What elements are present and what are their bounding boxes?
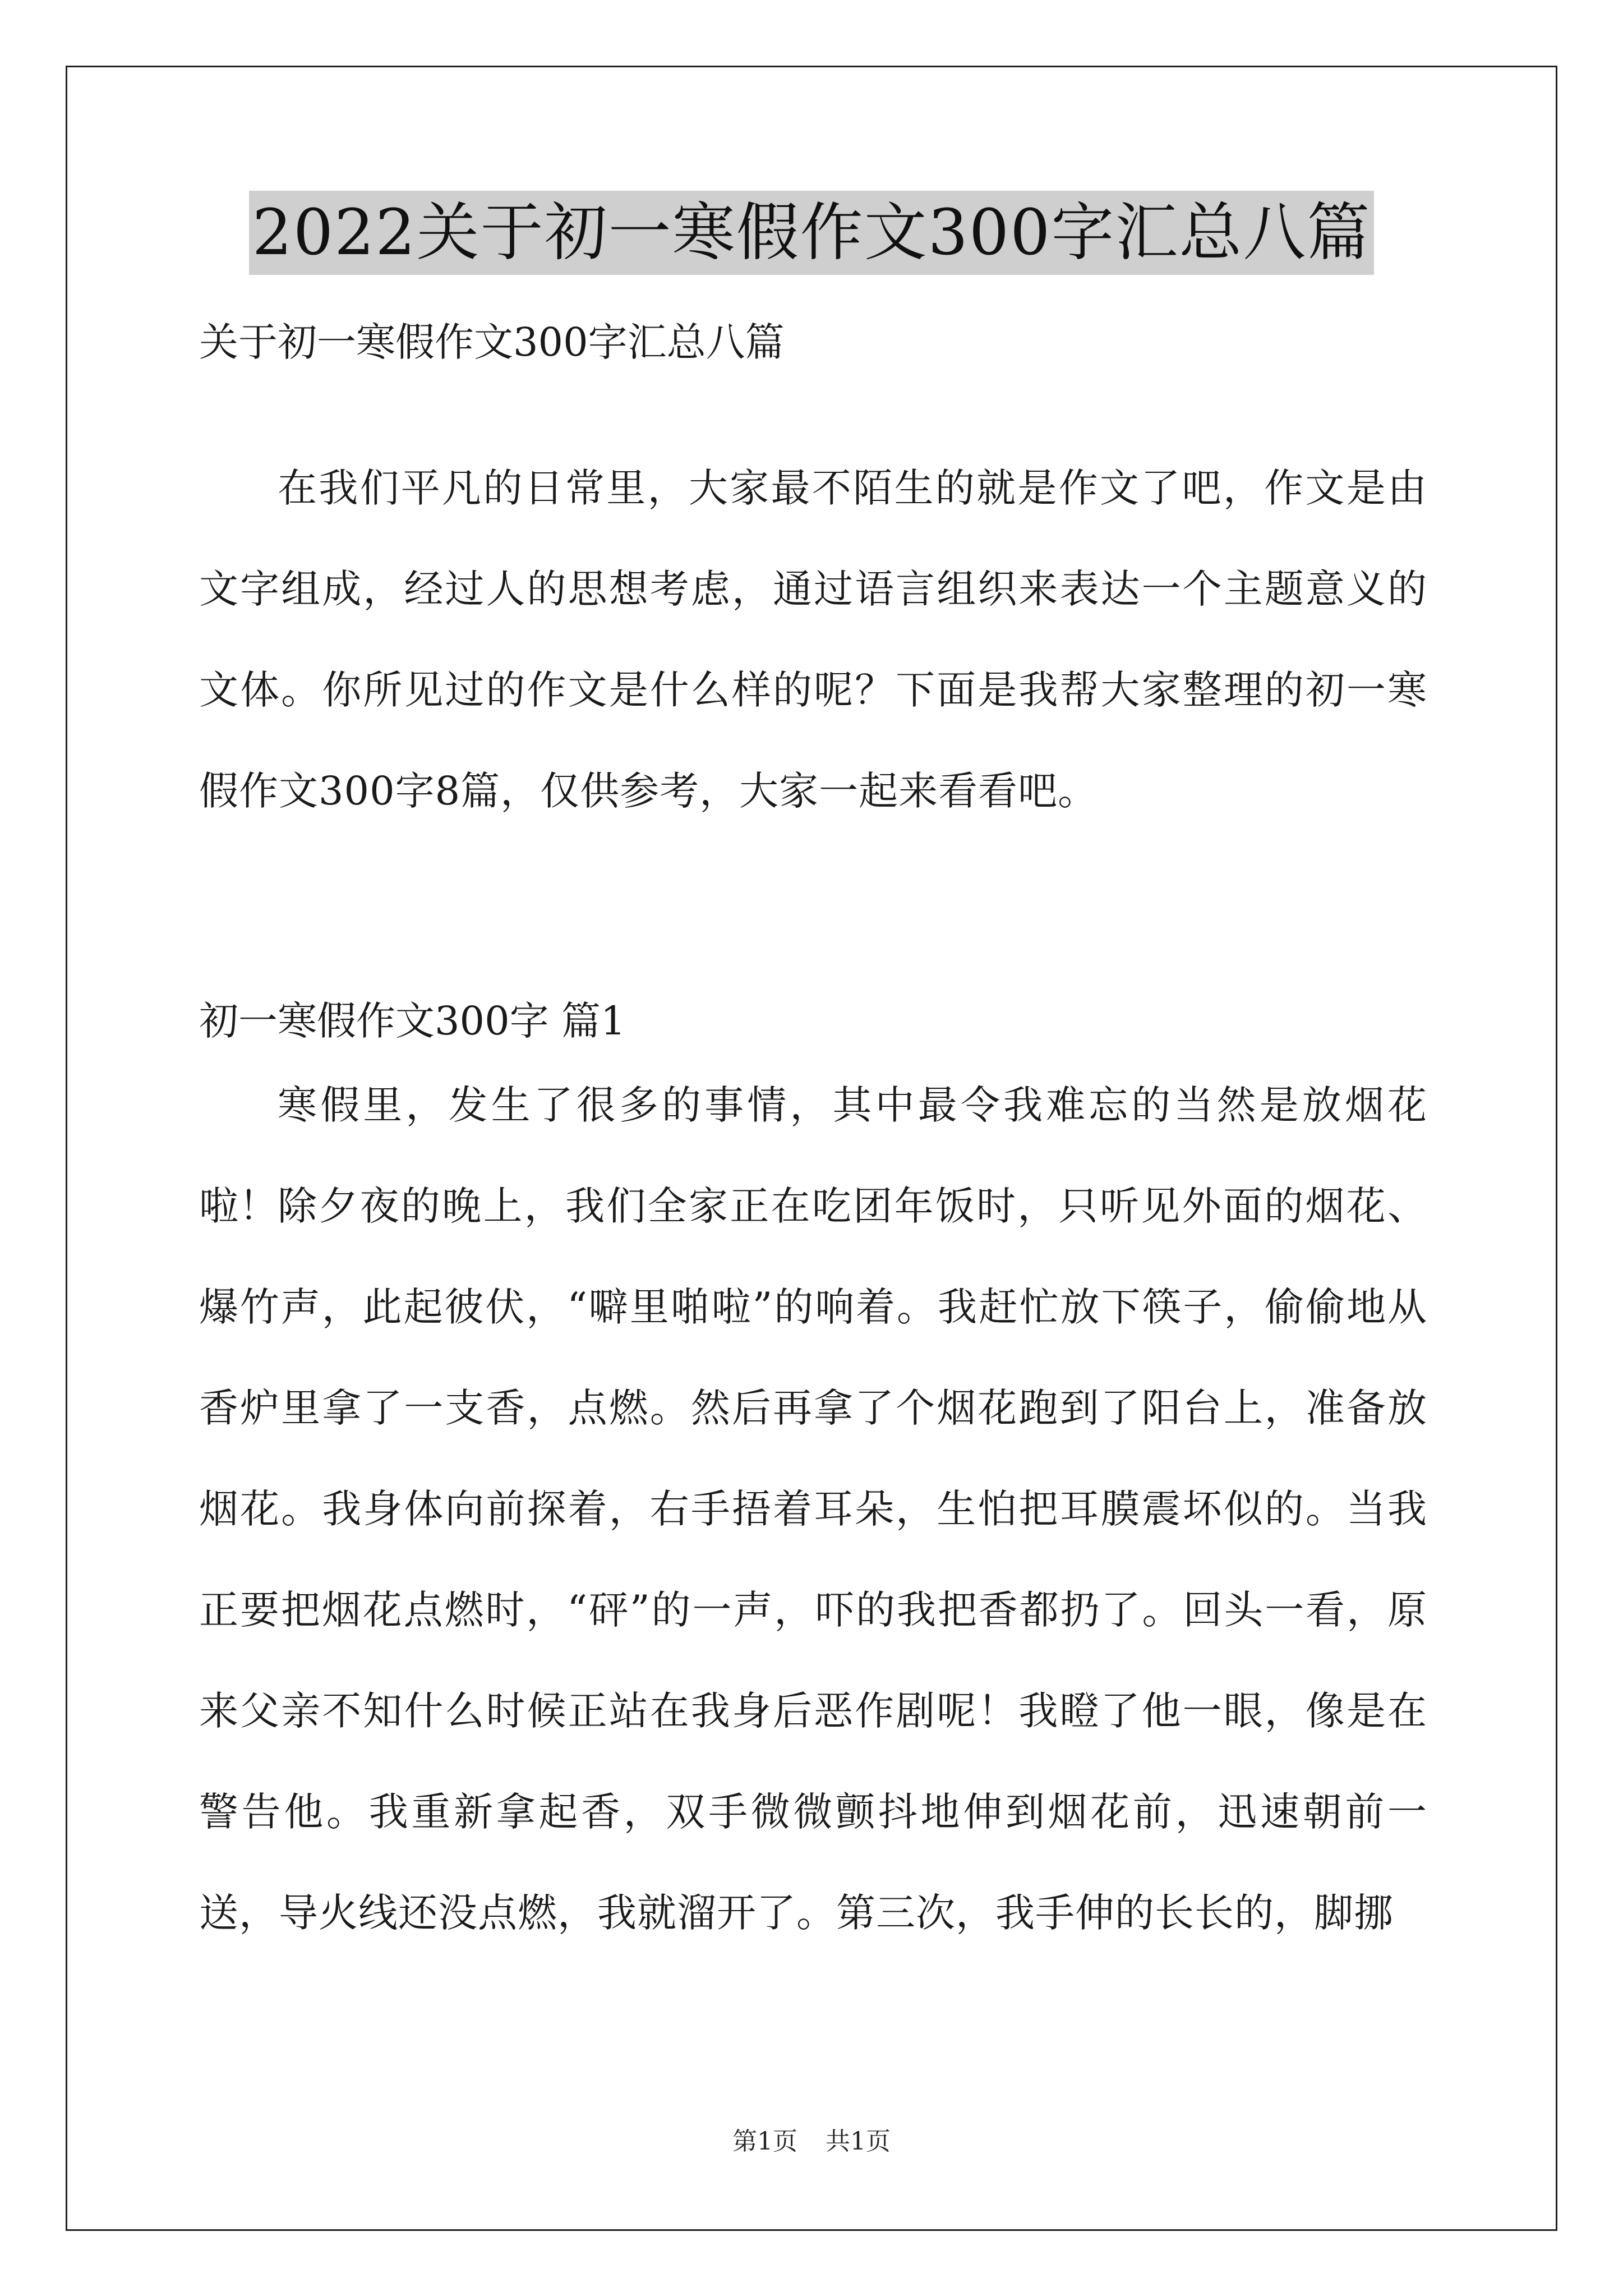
- section-heading: 初一寒假作文300字 篇1: [199, 998, 626, 1044]
- title-container: [0, 191, 1623, 275]
- document-subtitle: 关于初一寒假作文300字汇总八篇: [199, 319, 785, 365]
- page-footer: [0, 2125, 1623, 2159]
- page-total: 共1页: [826, 2127, 891, 2156]
- page-number: 第1页: [732, 2127, 797, 2156]
- section-paragraph: 除夕夜的晚上，我们全家正在吃团年饭时，只听见外面的烟花、爆竹声，此起彼伏，“噼里啪啦”的响着。我赶忙放下筷子，偷偷地从香炉里拿了一支香，点燃。然后再拿了个烟花跑到了阳台上，准备放烟花。我身体向前探着，右手捂着耳朵，生怕把耳膜震坏似的。当我正要把烟花点燃时，“砰”的一声，吓的我把香都扔了。回头一看，原来父亲不知什么时候正站在我身后恶作剧呢！我瞪了他一眼，像是在警告他。我重新拿起香，双手微微颤抖地伸到烟花前，迅速朝前一送，导火线还没点燃，我就溜开了。第三次，我手伸的长长的，脚挪: [199, 1183, 1427, 1936]
- section-paragraph: 寒假里，发生了很多的事情，其中最令我难忘的当然是放烟花啦！: [199, 1082, 1427, 1229]
- intro-paragraph: 在我们平凡的日常里，大家最不陌生的就是作文了吧，作文是由文字组成，经过人的思想考虑，通过语言组织来表达一个主题意义的文体。你所见过的作文是什么样的呢？下面是我帮大家整理的初一寒假作文300字8篇，仅供参考，大家一起来看看吧。: [199, 465, 1427, 814]
- document-title: 2022关于初一寒假作文300字汇总八篇: [249, 191, 1375, 275]
